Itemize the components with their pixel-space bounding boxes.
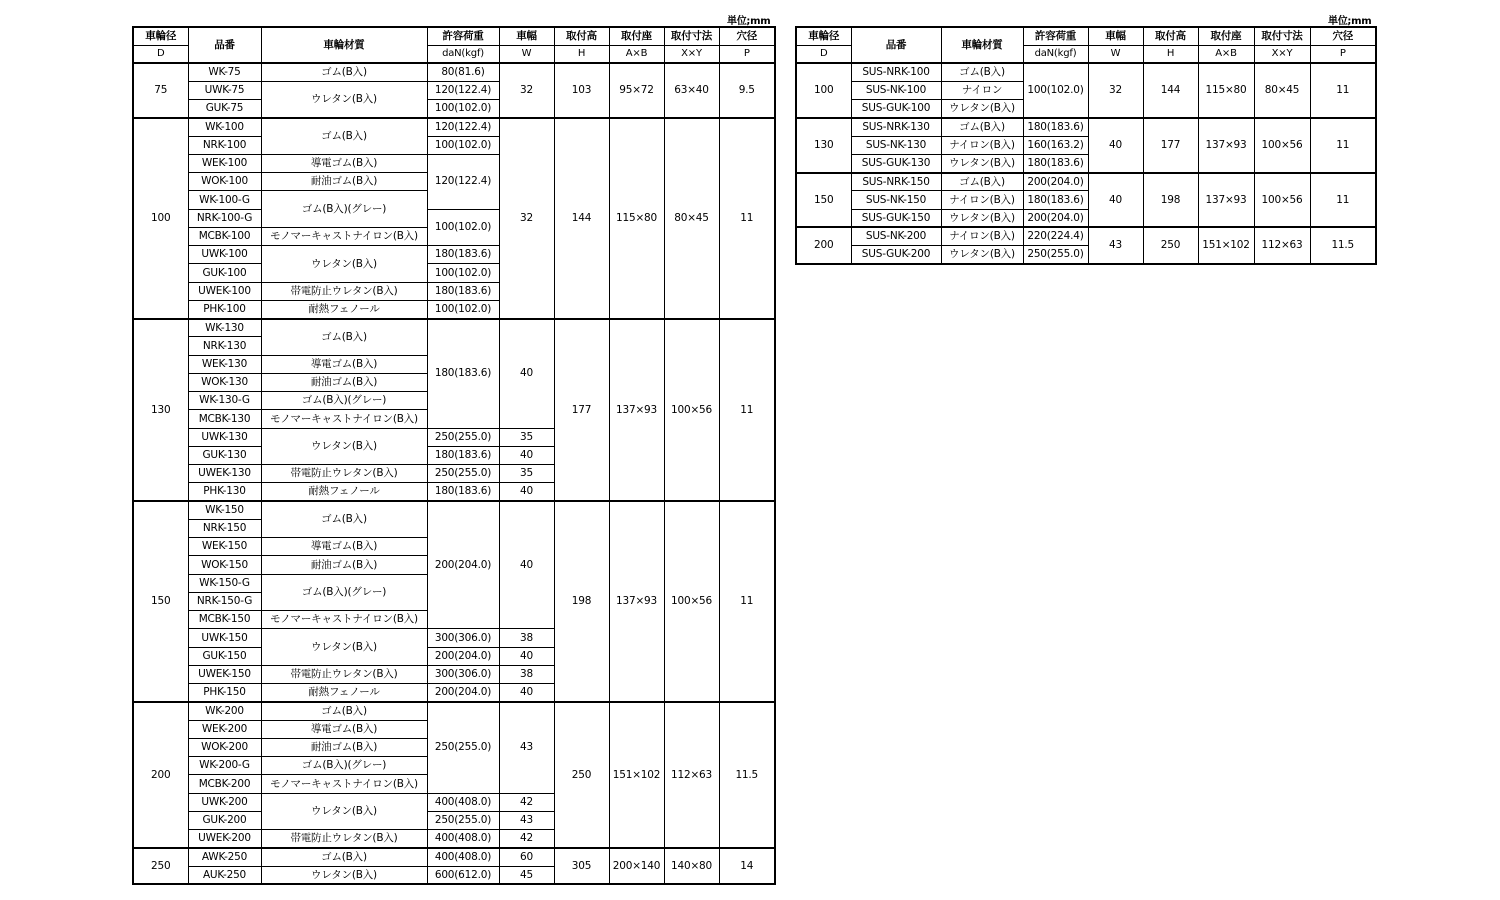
header-mount-height-sub: H — [1143, 45, 1198, 63]
part-number-cell: UWK-100 — [188, 246, 261, 264]
mount-dim-cell: 112×63 — [664, 702, 719, 848]
header-wheel-diameter-sub: D — [796, 45, 851, 63]
part-number-cell: UWEK-150 — [188, 665, 261, 683]
part-number-cell: GUK-150 — [188, 647, 261, 665]
load-cell: 400(408.0) — [427, 793, 499, 811]
header-mount-dimension-sub: X×Y — [664, 45, 719, 63]
material-cell: ウレタン(B入) — [941, 209, 1023, 227]
part-number-cell: NRK-150 — [188, 519, 261, 537]
caster-spec-table-main — [132, 26, 776, 885]
material-cell: 耐油ゴム(B入) — [261, 373, 427, 391]
table-row — [796, 227, 1376, 245]
load-cell: 100(102.0) — [427, 136, 499, 154]
part-number-cell: WK-150 — [188, 501, 261, 519]
material-cell: ウレタン(B入) — [261, 428, 427, 465]
header-allowable-load-sub: daN(kgf) — [427, 45, 499, 63]
material-cell: ウレタン(B入) — [941, 246, 1023, 264]
part-number-cell: GUK-100 — [188, 264, 261, 282]
header-wheel-material: 車輪材質 — [261, 27, 427, 63]
load-cell: 200(204.0) — [427, 647, 499, 665]
load-cell: 120(122.4) — [427, 154, 499, 209]
part-number-cell: PHK-100 — [188, 300, 261, 318]
width-cell: 32 — [499, 118, 554, 319]
material-cell: ナイロン(B入) — [941, 136, 1023, 154]
part-number-cell: UWK-130 — [188, 428, 261, 446]
unit-label-left: 単位;mm — [727, 16, 771, 27]
material-cell: ゴム(B入)(グレー) — [261, 757, 427, 775]
load-cell: 120(122.4) — [427, 81, 499, 99]
material-cell: ウレタン(B入) — [261, 866, 427, 884]
hole-cell: 11 — [1310, 118, 1376, 173]
part-number-cell: UWK-150 — [188, 629, 261, 647]
width-cell: 40 — [499, 684, 554, 702]
load-cell: 180(183.6) — [1023, 191, 1088, 209]
table-row — [133, 63, 775, 81]
load-cell: 250(255.0) — [1023, 246, 1088, 264]
mount-dim-cell: 80×45 — [664, 118, 719, 319]
part-number-cell: WK-100-G — [188, 191, 261, 209]
load-cell: 250(255.0) — [427, 702, 499, 793]
header-hole-diameter: 穴径 — [719, 27, 775, 45]
width-cell: 38 — [499, 629, 554, 647]
material-cell: ナイロン — [941, 81, 1023, 99]
part-number-cell: NRK-150-G — [188, 592, 261, 610]
part-number-cell: SUS-NK-150 — [851, 191, 941, 209]
table-row — [133, 501, 775, 519]
material-cell: ゴム(B入) — [261, 702, 427, 720]
material-cell: ゴム(B入) — [261, 848, 427, 866]
wheel-diameter-cell: 100 — [133, 118, 188, 319]
part-number-cell: SUS-NK-130 — [851, 136, 941, 154]
load-cell: 100(102.0) — [1023, 63, 1088, 118]
load-cell: 180(183.6) — [1023, 154, 1088, 172]
plate-cell: 137×93 — [609, 319, 664, 502]
plate-cell: 151×102 — [1198, 227, 1254, 264]
part-number-cell: WK-130 — [188, 319, 261, 337]
material-cell: ゴム(B入)(グレー) — [261, 191, 427, 228]
hole-cell: 11 — [719, 118, 775, 319]
header-mount-height: 取付高 — [1143, 27, 1198, 45]
material-cell: 帯電防止ウレタン(B入) — [261, 282, 427, 300]
material-cell: ゴム(B入) — [261, 319, 427, 356]
load-cell: 100(102.0) — [427, 300, 499, 318]
material-cell: 耐熱フェノール — [261, 300, 427, 318]
header-mount-plate-sub: A×B — [609, 45, 664, 63]
material-cell: ナイロン(B入) — [941, 227, 1023, 245]
load-cell: 120(122.4) — [427, 118, 499, 136]
header-wheel-width-sub: W — [499, 45, 554, 63]
header-wheel-diameter: 車輪径 — [796, 27, 851, 45]
load-cell: 200(204.0) — [1023, 173, 1088, 191]
part-number-cell: SUS-GUK-200 — [851, 246, 941, 264]
header-hole-diameter: 穴径 — [1310, 27, 1376, 45]
wheel-diameter-cell: 100 — [796, 63, 851, 118]
header-mount-height: 取付高 — [554, 27, 609, 45]
hole-cell: 11.5 — [1310, 227, 1376, 264]
part-number-cell: PHK-150 — [188, 684, 261, 702]
part-number-cell: UWK-200 — [188, 793, 261, 811]
hole-cell: 11 — [1310, 173, 1376, 228]
plate-cell: 115×80 — [609, 118, 664, 319]
width-cell: 42 — [499, 793, 554, 811]
table-row — [133, 118, 775, 136]
width-cell: 40 — [499, 647, 554, 665]
material-cell: モノマーキャストナイロン(B入) — [261, 410, 427, 428]
plate-cell: 200×140 — [609, 848, 664, 885]
header-mount-height-sub: H — [554, 45, 609, 63]
width-cell: 32 — [1088, 63, 1143, 118]
part-number-cell: SUS-NK-100 — [851, 81, 941, 99]
wheel-diameter-cell: 75 — [133, 63, 188, 118]
material-cell: ウレタン(B入) — [261, 629, 427, 666]
width-cell: 43 — [499, 811, 554, 829]
material-cell: ゴム(B入) — [941, 118, 1023, 136]
plate-cell: 95×72 — [609, 63, 664, 118]
part-number-cell: WEK-150 — [188, 538, 261, 556]
wheel-diameter-cell: 250 — [133, 848, 188, 885]
height-cell: 198 — [554, 501, 609, 702]
part-number-cell: AUK-250 — [188, 866, 261, 884]
material-cell: モノマーキャストナイロン(B入) — [261, 227, 427, 245]
height-cell: 250 — [1143, 227, 1198, 264]
width-cell: 42 — [499, 830, 554, 848]
header-mount-dimension: 取付寸法 — [1254, 27, 1310, 45]
part-number-cell: WK-100 — [188, 118, 261, 136]
hole-cell: 14 — [719, 848, 775, 885]
part-number-cell: SUS-GUK-100 — [851, 100, 941, 118]
part-number-cell: WK-200 — [188, 702, 261, 720]
load-cell: 180(183.6) — [427, 483, 499, 501]
header-wheel-diameter: 車輪径 — [133, 27, 188, 45]
material-cell: ゴム(B入) — [261, 63, 427, 81]
header-part-number: 品番 — [188, 27, 261, 63]
height-cell: 305 — [554, 848, 609, 885]
load-cell: 80(81.6) — [427, 63, 499, 81]
part-number-cell: GUK-75 — [188, 100, 261, 118]
load-cell: 250(255.0) — [427, 465, 499, 483]
header-hole-diameter-sub: P — [1310, 45, 1376, 63]
load-cell: 200(204.0) — [1023, 209, 1088, 227]
material-cell: ゴム(B入) — [261, 118, 427, 155]
load-cell: 200(204.0) — [427, 501, 499, 629]
part-number-cell: NRK-130 — [188, 337, 261, 355]
material-cell: モノマーキャストナイロン(B入) — [261, 775, 427, 793]
wheel-diameter-cell: 130 — [133, 319, 188, 502]
part-number-cell: UWEK-200 — [188, 830, 261, 848]
material-cell: 耐油ゴム(B入) — [261, 556, 427, 574]
mount-dim-cell: 63×40 — [664, 63, 719, 118]
mount-dim-cell: 112×63 — [1254, 227, 1310, 264]
width-cell: 32 — [499, 63, 554, 118]
hole-cell: 11 — [719, 501, 775, 702]
material-cell: ゴム(B入) — [261, 501, 427, 538]
width-cell: 35 — [499, 428, 554, 446]
load-cell: 300(306.0) — [427, 629, 499, 647]
hole-cell: 11 — [719, 319, 775, 502]
part-number-cell: UWEK-130 — [188, 465, 261, 483]
material-cell: 耐熱フェノール — [261, 483, 427, 501]
plate-cell: 137×93 — [609, 501, 664, 702]
load-cell: 220(224.4) — [1023, 227, 1088, 245]
mount-dim-cell: 140×80 — [664, 848, 719, 885]
mount-dim-cell: 100×56 — [1254, 173, 1310, 228]
width-cell: 43 — [1088, 227, 1143, 264]
hole-cell: 9.5 — [719, 63, 775, 118]
header-mount-dimension-sub: X×Y — [1254, 45, 1310, 63]
part-number-cell: PHK-130 — [188, 483, 261, 501]
part-number-cell: SUS-NRK-100 — [851, 63, 941, 81]
header-mount-plate-sub: A×B — [1198, 45, 1254, 63]
load-cell: 100(102.0) — [427, 100, 499, 118]
width-cell: 38 — [499, 665, 554, 683]
height-cell: 103 — [554, 63, 609, 118]
load-cell: 200(204.0) — [427, 684, 499, 702]
part-number-cell: SUS-GUK-150 — [851, 209, 941, 227]
material-cell: 導電ゴム(B入) — [261, 154, 427, 172]
material-cell: ゴム(B入) — [941, 173, 1023, 191]
material-cell: ナイロン(B入) — [941, 191, 1023, 209]
width-cell: 40 — [499, 501, 554, 629]
part-number-cell: GUK-200 — [188, 811, 261, 829]
material-cell: ゴム(B入) — [941, 63, 1023, 81]
part-number-cell: NRK-100-G — [188, 209, 261, 227]
table-row — [133, 848, 775, 866]
part-number-cell: NRK-100 — [188, 136, 261, 154]
part-number-cell: UWEK-100 — [188, 282, 261, 300]
plate-cell: 151×102 — [609, 702, 664, 848]
part-number-cell: WK-200-G — [188, 757, 261, 775]
material-cell: モノマーキャストナイロン(B入) — [261, 611, 427, 629]
width-cell: 40 — [499, 446, 554, 464]
material-cell: ウレタン(B入) — [941, 100, 1023, 118]
material-cell: 耐油ゴム(B入) — [261, 738, 427, 756]
width-cell: 40 — [499, 319, 554, 429]
width-cell: 40 — [1088, 118, 1143, 173]
load-cell: 100(102.0) — [427, 264, 499, 282]
material-cell: ウレタン(B入) — [261, 81, 427, 118]
height-cell: 144 — [1143, 63, 1198, 118]
material-cell: 帯電防止ウレタン(B入) — [261, 830, 427, 848]
load-cell: 100(102.0) — [427, 209, 499, 246]
header-wheel-width: 車幅 — [1088, 27, 1143, 45]
height-cell: 177 — [554, 319, 609, 502]
part-number-cell: WEK-200 — [188, 720, 261, 738]
part-number-cell: WEK-100 — [188, 154, 261, 172]
mount-dim-cell: 80×45 — [1254, 63, 1310, 118]
header-wheel-material: 車輪材質 — [941, 27, 1023, 63]
height-cell: 177 — [1143, 118, 1198, 173]
wheel-diameter-cell: 150 — [796, 173, 851, 228]
part-number-cell: MCBK-100 — [188, 227, 261, 245]
part-number-cell: UWK-75 — [188, 81, 261, 99]
part-number-cell: MCBK-200 — [188, 775, 261, 793]
material-cell: ウレタン(B入) — [941, 154, 1023, 172]
unit-label-right: 単位;mm — [1328, 16, 1372, 27]
load-cell: 180(183.6) — [427, 246, 499, 264]
material-cell: ゴム(B入)(グレー) — [261, 574, 427, 611]
part-number-cell: SUS-NRK-150 — [851, 173, 941, 191]
material-cell: 導電ゴム(B入) — [261, 720, 427, 738]
hole-cell: 11 — [1310, 63, 1376, 118]
load-cell: 180(183.6) — [427, 446, 499, 464]
width-cell: 45 — [499, 866, 554, 884]
part-number-cell: SUS-GUK-130 — [851, 154, 941, 172]
material-cell: 帯電防止ウレタン(B入) — [261, 665, 427, 683]
header-wheel-width-sub: W — [1088, 45, 1143, 63]
width-cell: 40 — [1088, 173, 1143, 228]
material-cell: ウレタン(B入) — [261, 246, 427, 283]
part-number-cell: MCBK-150 — [188, 611, 261, 629]
caster-spec-table-stainless — [795, 26, 1377, 265]
part-number-cell: MCBK-130 — [188, 410, 261, 428]
wheel-diameter-cell: 200 — [796, 227, 851, 264]
header-mount-dimension: 取付寸法 — [664, 27, 719, 45]
load-cell: 160(163.2) — [1023, 136, 1088, 154]
material-cell: 耐油ゴム(B入) — [261, 173, 427, 191]
height-cell: 250 — [554, 702, 609, 848]
load-cell: 300(306.0) — [427, 665, 499, 683]
material-cell: ゴム(B入)(グレー) — [261, 392, 427, 410]
header-allowable-load: 許容荷重 — [427, 27, 499, 45]
hole-cell: 11.5 — [719, 702, 775, 848]
table-row — [133, 319, 775, 337]
load-cell: 250(255.0) — [427, 811, 499, 829]
part-number-cell: GUK-130 — [188, 446, 261, 464]
load-cell: 180(183.6) — [1023, 118, 1088, 136]
mount-dim-cell: 100×56 — [1254, 118, 1310, 173]
height-cell: 144 — [554, 118, 609, 319]
part-number-cell: WOK-100 — [188, 173, 261, 191]
part-number-cell: WK-130-G — [188, 392, 261, 410]
header-mount-plate: 取付座 — [609, 27, 664, 45]
part-number-cell: SUS-NRK-130 — [851, 118, 941, 136]
wheel-diameter-cell: 130 — [796, 118, 851, 173]
part-number-cell: WOK-130 — [188, 373, 261, 391]
load-cell: 600(612.0) — [427, 866, 499, 884]
mount-dim-cell: 100×56 — [664, 501, 719, 702]
part-number-cell: SUS-NK-200 — [851, 227, 941, 245]
load-cell: 400(408.0) — [427, 830, 499, 848]
table-row — [796, 118, 1376, 136]
part-number-cell: WEK-130 — [188, 355, 261, 373]
material-cell: ウレタン(B入) — [261, 793, 427, 830]
header-allowable-load: 許容荷重 — [1023, 27, 1088, 45]
header-wheel-width: 車幅 — [499, 27, 554, 45]
header-wheel-diameter-sub: D — [133, 45, 188, 63]
part-number-cell: WOK-150 — [188, 556, 261, 574]
table-row — [133, 702, 775, 720]
width-cell: 35 — [499, 465, 554, 483]
material-cell: 耐熱フェノール — [261, 684, 427, 702]
part-number-cell: WK-75 — [188, 63, 261, 81]
part-number-cell: WOK-200 — [188, 738, 261, 756]
width-cell: 43 — [499, 702, 554, 793]
mount-dim-cell: 100×56 — [664, 319, 719, 502]
table-row — [796, 173, 1376, 191]
part-number-cell: WK-150-G — [188, 574, 261, 592]
load-cell: 180(183.6) — [427, 319, 499, 429]
load-cell: 180(183.6) — [427, 282, 499, 300]
material-cell: 導電ゴム(B入) — [261, 538, 427, 556]
table-row — [796, 63, 1376, 81]
wheel-diameter-cell: 200 — [133, 702, 188, 848]
plate-cell: 137×93 — [1198, 173, 1254, 228]
width-cell: 60 — [499, 848, 554, 866]
header-part-number: 品番 — [851, 27, 941, 63]
header-mount-plate: 取付座 — [1198, 27, 1254, 45]
material-cell: 導電ゴム(B入) — [261, 355, 427, 373]
header-hole-diameter-sub: P — [719, 45, 775, 63]
material-cell: 帯電防止ウレタン(B入) — [261, 465, 427, 483]
load-cell: 400(408.0) — [427, 848, 499, 866]
width-cell: 40 — [499, 483, 554, 501]
wheel-diameter-cell: 150 — [133, 501, 188, 702]
header-allowable-load-sub: daN(kgf) — [1023, 45, 1088, 63]
height-cell: 198 — [1143, 173, 1198, 228]
part-number-cell: AWK-250 — [188, 848, 261, 866]
plate-cell: 115×80 — [1198, 63, 1254, 118]
plate-cell: 137×93 — [1198, 118, 1254, 173]
load-cell: 250(255.0) — [427, 428, 499, 446]
